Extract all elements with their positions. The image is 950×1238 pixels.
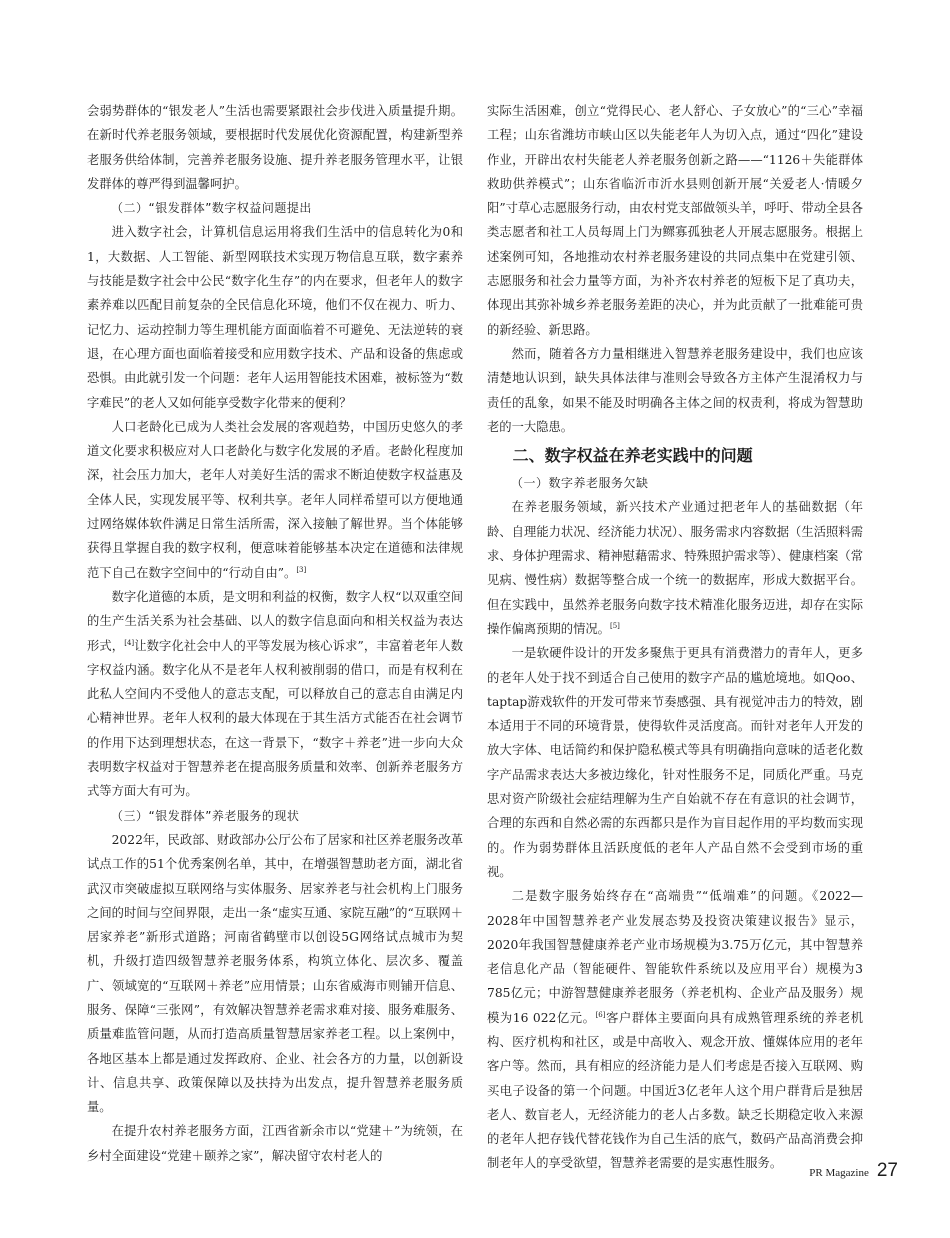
- page-number: 27: [876, 1160, 898, 1181]
- paragraph-text: 在养老服务领域，新兴技术产业通过把老年人的基础数据（年龄、自理能力状况、经济能力状况）、服务需求内容数据（生活照料需求、身体护理需求、精神慰藉需求、特殊照护需求等）、健康档案（常见病、慢性病）数据等整合成一个统一的数据库，形成大数据平台。但在实践中，虽然养老服务向数字技术精准化服务迈进，却存在实际操作偏离预期的情况。: [487, 500, 863, 636]
- paragraph-text: 二是数字服务始终存在“高端贵”“低端难”的问题。《2022—2028年中国智慧养老产业发展态势及投资决策建议报告》显示，2020年我国智慧健康养老产业市场规模为3.75万亿元，其中智慧养老信息化产品（智能硬件、智能软件系统以及应用平台）规模为3 785亿元；中游智慧健康养老服务（养老机构、企业产品及服务）规模为16 022亿元。: [487, 889, 863, 1025]
- paragraph-text: 人口老龄化已成为人类社会发展的客观趋势，中国历史悠久的孝道文化要求积极应对人口老龄化与数字化发展的矛盾。老龄化程度加深，社会压力加大，老年人对美好生活的需求不断迫使数字权益惠及全体人民，实现发展平等、权利共享。老年人同样希望可以方便地通过网络媒体软件满足日常生活所需，深入接触了解世界。当个体能够获得且掌握自我的数字权利，便意味着能够基本决定在道德和法律规范下自己在数字空间中的“行动自由”。: [87, 419, 463, 580]
- left-column: [87, 99, 463, 1168]
- paragraph: 会弱势群体的“银发老人”生活也需要紧跟社会步伐进入质量提升期。在新时代养老服务领域，要根据时代发展优化资源配置，构建新型养老服务供给体制，完善养老服务设施、提升养老服务管理水平，让银发群体的尊严得到温馨呵护。: [87, 104, 463, 191]
- citation-ref: [5]: [609, 621, 620, 630]
- paragraph: [487, 884, 863, 1176]
- page-footer: [809, 1160, 898, 1182]
- paragraph-text: 客户群体主要面向具有成熟管理系统的养老机构、医疗机构和社区，或是中高收入、观念开放、懂媒体应用的老年客户等。然而，具有相应的经济能力是人们考虑是否接入互联网、购买电子设备的第一个问题。中国近3亿老年人这个用户群背后是独居老人、数盲老人，无经济能力的老人占多数。缺乏长期稳定收入来源的老年人把存钱代替花钱作为自己生活的底气，数码产品高消费会抑制老年人的享受欲望，智慧养老需要的是实惠性服务。: [487, 1010, 863, 1171]
- subsection-heading: （三）“银发群体”养老服务的现状: [111, 808, 300, 823]
- paragraph: 然而，随着各方力量相继进入智慧养老服务建设中，我们也应该清楚地认识到，缺失具体法律与准则会导致各方主体产生混淆权力与责任的乱象，如果不能及时明确各主体之间的权责利，将成为智慧助老的一大隐患。: [487, 346, 863, 434]
- paragraph-text: 数字化道德的本质，是文明和利益的权衡，数字人权“以双重空间的生产生活关系为社会基础、以人的数字信息面向和相关权益为表达形式，: [87, 589, 463, 653]
- paragraph: [87, 415, 463, 585]
- paragraph: [487, 495, 863, 641]
- subsection-heading: （二）“银发群体”数字权益问题提出: [111, 201, 312, 216]
- citation-ref: [3]: [296, 565, 307, 574]
- paragraph: [87, 585, 463, 804]
- paragraph: 2022年，民政部、财政部办公厅公布了居家和社区养老服务改革试点工作的51个优秀案例名单，其中，在增强智慧助老方面，湖北省武汉市突破虚拟互联网络与实体服务、居家养老与社会机构上门服务之间的时间与空间界限，走出一条“虚实互通、家院互融”的“互联网＋居家养老”新形式道路；河南省鹤壁市以创设5G网络试点城市为契机，升级打造四级智慧养老服务体系，构筑立体化、层次多、覆盖广、领域宽的“互联网＋养老”应用情景；山东省威海市则铺开信息、服务、保障“三张网”，有效解决智慧养老需求难对接、服务难服务、质量难监管问题，从而打造高质量智慧居家养老工程。以上案例中，各地区基本上都是通过发挥政府、企业、社会各方的力量，以创新设计、信息共享、政策保障以及扶持为出发点，提升智慧养老服务质量。: [87, 832, 463, 1115]
- section-heading: 二、数字权益在养老实践中的问题: [512, 446, 753, 466]
- paragraph: 在提升农村养老服务方面，江西省新余市以“党建＋”为统领，在乡村全面建设“党建＋颐养之家”，解决留守农村老人的: [87, 1124, 463, 1163]
- paragraph-text: 让数字化社会中人的平等发展为核心诉求”，丰富着老年人数字权益内涵。数字化从不是老年人权利被削弱的借口，而是有权利在此私人空间内不受他人的意志支配，可以释放自己的意志自由满足内心精神世界。老年人权利的最大体现在于其生活方式能否在社会调节的作用下达到理想状态，在这一背景下，“数字＋养老”进一步向大众表明数字权益对于智慧养老在提高服务质量和效率、创新养老服务方式等方面大有可为。: [87, 638, 463, 799]
- paragraph: 一是软硬件设计的开发多聚焦于更具有消费潜力的青年人，更多的老年人处于找不到适合自己使用的数字产品的尴尬境地。如Qoo、taptap游戏软件的开发可带来节奏感强、具有视觉冲击力的特效，剧本适用于不同的环境背景，使得软件灵活度高。而针对老年人开发的放大字体、电话简约和保护隐私模式等具有明确指向意味的适老化数字产品需求表达大多被边缘化，针对性服务不足，同质化严重。马克思对资产阶级社会症结理解为生产自始就不存在有意识的社会调节，合理的东西和自然必需的东西都只是作为盲目起作用的平均数而实现的。作为弱势群体且活跃度低的老年人产品自然不会受到市场的重视。: [487, 646, 863, 879]
- paragraph: 进入数字社会，计算机信息运用将我们生活中的信息转化为0和1，大数据、人工智能、新型网联技术实现万物信息互联，数字素养与技能是数字社会中公民“数字化生存”的内在要求，但老年人的数字素养难以匹配目前复杂的全民信息化环境，他们不仅在视力、听力、记忆力、运动控制力等生理机能方面面临着不可避免、无法逆转的衰退，在心理方面也面临着接受和应用数字技术、产品和设备的焦虑或恐惧。由此就引发一个问题：老年人运用智能技术困难，被标签为“数字难民”的老人又如何能享受数字化带来的便利？: [87, 225, 463, 410]
- paragraph: 实际生活困难，创立“党得民心、老人舒心、子女放心”的“三心”幸福工程；山东省潍坊市峡山区以失能老年人为切入点，通过“四化”建设作业，开辟出农村失能老人养老服务创新之路——“1126＋失能群体救助供养模式”；山东省临沂市沂水县则创新开展“关爱老人·情暖夕阳”寸草心志愿服务行动，由农村党支部做领头羊，呼吁、带动全县各类志愿者和社工人员每周上门为鳏寡孤独老人开展志愿服务。根据上述案例可知，各地推动农村养老服务建设的共同点集中在党建引领、志愿服务和社会力量等方面，为补齐农村养老的短板下足了真功夫，体现出其弥补城乡养老服务差距的决心，并为此贡献了一批难能可贵的新经验、新思路。: [487, 104, 863, 337]
- citation-ref: [6]: [595, 1010, 606, 1019]
- subsection-heading: （一）数字养老服务欠缺: [511, 476, 649, 491]
- magazine-name: PR Magazine: [809, 1167, 869, 1179]
- right-column: [487, 99, 863, 1176]
- citation-ref: [4]: [124, 638, 135, 647]
